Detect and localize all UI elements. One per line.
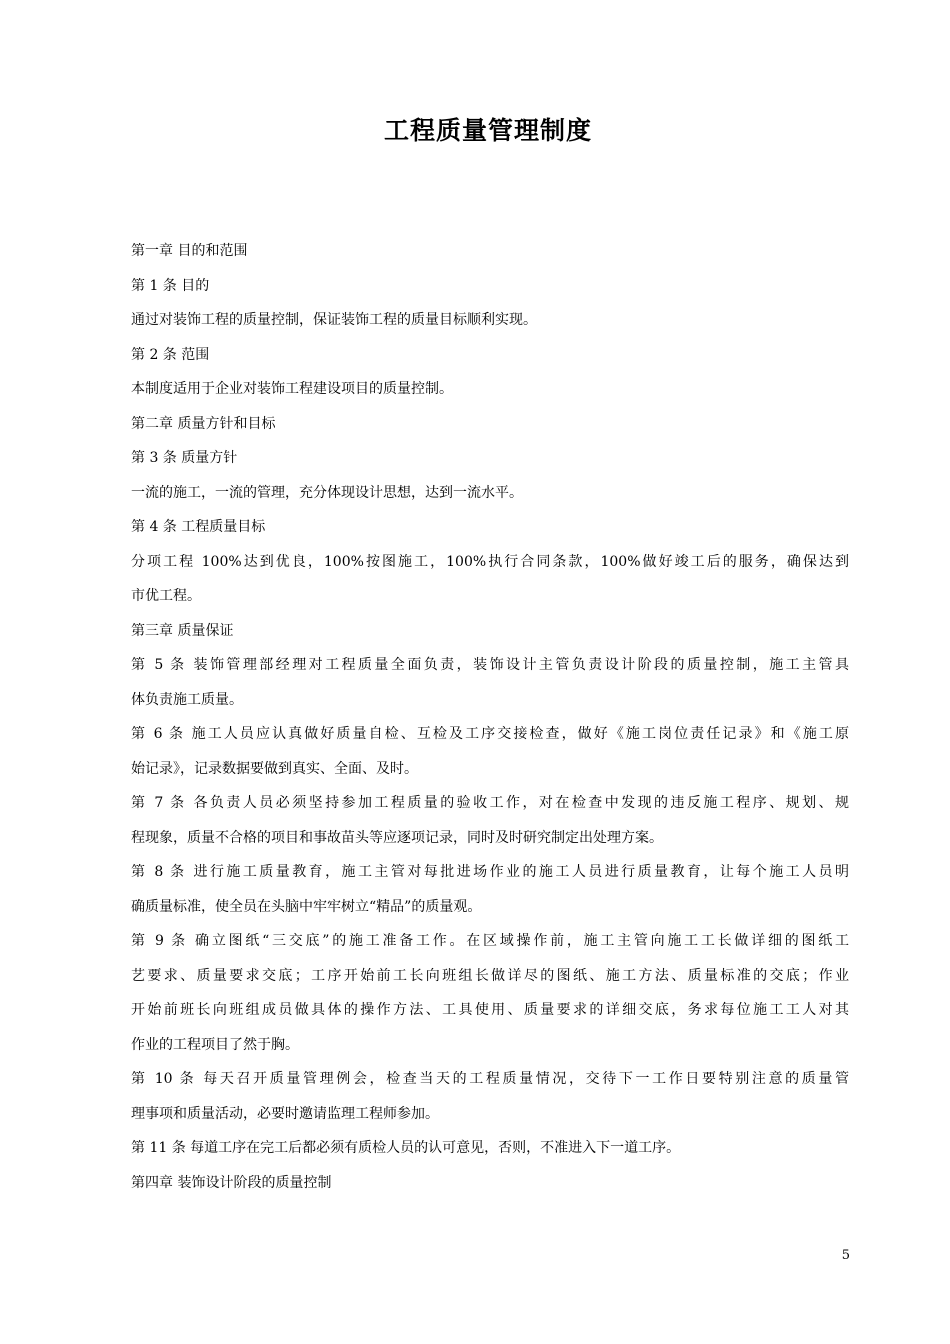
article-6-text-line: 第 6 条 施工人员应认真做好质量自检、互检及工序交接检查，做好《施工岗位责任记录》和《施工原: [131, 726, 849, 742]
article-6-text-line: 始记录》，记录数据要做到真实、全面、及时。: [131, 760, 418, 777]
article-4-heading: 第 4 条 工程质量目标: [131, 519, 266, 535]
chapter-1-heading: 第一章 目的和范围: [131, 243, 248, 259]
article-9-text-line: 作业的工程项目了然于胸。: [131, 1036, 299, 1053]
article-3-heading: 第 3 条 质量方针: [131, 450, 238, 466]
article-8-text-line: 确质量标准，使全员在头脑中牢牢树立“精品”的质量观。: [131, 898, 482, 915]
chapter-3-heading: 第三章 质量保证: [131, 622, 234, 639]
article-9-text-line: 开始前班长向班组成员做具体的操作方法、工具使用、质量要求的详细交底，务求每位施工工人对其: [131, 1002, 849, 1018]
article-10-text-line: 理事项和质量活动，必要时邀请监理工程师参加。: [131, 1105, 439, 1122]
article-5-text-line: 体负责施工质量。: [131, 691, 243, 708]
article-8-text-line: 第 8 条 进行施工质量教育，施工主管对每批进场作业的施工人员进行质量教育，让每个施工人员明: [131, 864, 849, 880]
document-body: [131, 234, 849, 1200]
document-title: 工程质量管理制度: [383, 116, 592, 145]
article-1-text: 通过对装饰工程的质量控制，保证装饰工程的质量目标顺利实现。: [131, 312, 537, 328]
article-10-text-line: 第 10 条 每天召开质量管理例会，检查当天的工程质量情况，交待下一工作日要特别注意的质量管: [131, 1071, 849, 1087]
article-2-text: 本制度适用于企业对装饰工程建设项目的质量控制。: [131, 381, 453, 397]
article-7-text-line: 第 7 条 各负责人员必须坚持参加工程质量的验收工作，对在检查中发现的违反施工程序、规划、规: [131, 795, 849, 811]
article-9-text-line: 艺要求、质量要求交底；工序开始前工长向班组长做详尽的图纸、施工方法、质量标准的交底；作业: [131, 967, 849, 984]
article-7-text-line: 程现象，质量不合格的项目和事故苗头等应逐项记录，同时及时研究制定出处理方案。: [131, 829, 663, 846]
chapter-4-heading: 第四章 装饰设计阶段的质量控制: [131, 1174, 332, 1191]
article-3-text: 一流的施工，一流的管理，充分体现设计思想，达到一流水平。: [131, 484, 523, 501]
article-9-text-line: 第 9 条 确立图纸“三交底”的施工准备工作。在区域操作前，施工主管向施工工长做详细的图纸工: [131, 933, 849, 949]
article-4-text-line: 市优工程。: [131, 588, 201, 604]
article-1-heading: 第 1 条 目的: [131, 277, 210, 294]
page-number: 5: [841, 1248, 850, 1263]
chapter-2-heading: 第二章 质量方针和目标: [131, 415, 276, 432]
article-4-text-line: 分项工程 100%达到优良，100%按图施工，100%执行合同条款，100%做好竣工后的服务，确保达到: [131, 553, 849, 570]
article-5-text-line: 第 5 条 装饰管理部经理对工程质量全面负责，装饰设计主管负责设计阶段的质量控制，施工主管具: [131, 657, 849, 673]
article-11-text: 第 11 条 每道工序在完工后都必须有质检人员的认可意见，否则，不准进入下一道工序。: [131, 1140, 681, 1156]
article-2-heading: 第 2 条 范围: [131, 346, 210, 363]
